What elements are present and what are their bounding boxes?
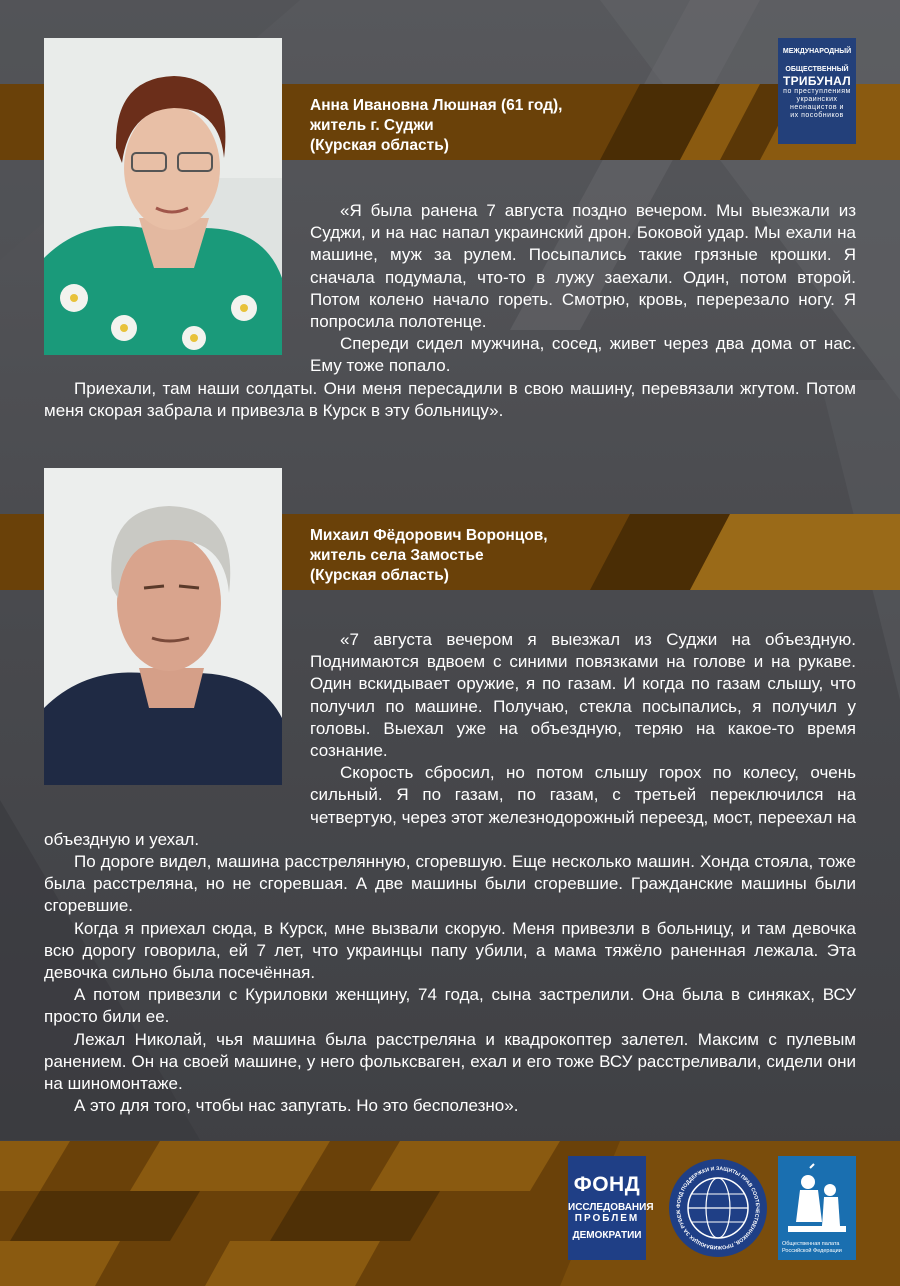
witness1-name-block (310, 96, 562, 156)
quote-paragraph: По дороге видел, машина расстрелянную, сгоревшую. Еще несколько машин. Хонда стояла, тоже была расстреляна, но не сгоревшая. А две машины были сгоревшие. Гражданские машины были сгоревшие. (44, 852, 856, 916)
logo-line: украинских (796, 96, 838, 103)
witness2-name: Михаил Фёдорович Воронцов, (310, 527, 548, 544)
witness2-quote (44, 629, 856, 1117)
quote-paragraph: «7 августа вечером я выезжал из Суджи на объездную. Поднимаются вдвоем с синими повязками на голове и на рукаве. Один вскидывает оружие, я по газам. И когда по газам слышу, что получил по машине. Получаю, стекла посыпались, я получил у головы. Выехал уже на объездную, теряю на какое-то время сознание. (310, 630, 856, 761)
float-spacer (44, 200, 310, 356)
quote-paragraph: «Я была ранена 7 августа поздно вечером. Мы выезжали из Суджи, и на нас напал украинский дрон. Боковой удар. Мы ехали на машине, муж за рулем. Посыпались такие грязные крошки. Я сначала подумала, что-то в лужу заехали. Один, потом второй. Потом колено начало гореть. Смотрю, кровь, перерезало ногу. Я попросила полотенце. (310, 201, 856, 332)
logo-line: ОБЩЕСТВЕННЫЙ (785, 66, 849, 73)
tribunal-logo (778, 38, 856, 144)
logo-line: неонацистов и (790, 104, 844, 111)
witness1-region: (Курская область) (310, 137, 449, 154)
float-spacer (44, 629, 310, 807)
witness2-name-block (310, 526, 548, 586)
public-chamber-logo (778, 1156, 856, 1260)
logo-line: по преступлениям (783, 88, 851, 95)
fond-title: ФОНД (573, 1173, 641, 1196)
logo-line: МЕЖДУНАРОДНЫЙ (782, 48, 852, 55)
fond-line: ДЕМОКРАТИИ (572, 1230, 642, 1241)
quote-paragraph: Лежал Николай, чья машина была расстреляна и квадрокоптер залетел. Максим с пулевым ранением. Он на своей машине, у него фольксваген, ехал и его тоже ВСУ расстреливали, сидели они на шиномонтаже. (44, 1029, 856, 1094)
circle-logo-text: ФОНД ПОДДЕРЖКИ И ЗАЩИТЫ ПРАВ СООТЕЧЕСТВЕННИКОВ, ПРОЖИВАЮЩИХ ЗА РУБЕЖ (675, 1165, 761, 1251)
logo-line: их пособников (790, 112, 844, 119)
witness1-name: Анна Ивановна Люшная (61 год), (310, 97, 563, 114)
quote-paragraph: А это для того, чтобы нас запугать. Но это бесполезно». (74, 1096, 519, 1116)
witness2-residence: житель села Замостье (310, 547, 484, 564)
compatriots-fund-logo (668, 1158, 768, 1258)
quote-paragraph: Приехали, там наши солдаты. Они меня пересадили в свою машину, перевязали жгутом. Потом меня скорая забрала и привезла в Курск в эту больницу». (44, 378, 856, 420)
quote-paragraph: А потом привезли с Куриловки женщину, 74 года, сына застрелили. Она была в синяках, ВСУ просто били ее. (44, 985, 856, 1027)
quote-paragraph: Скорость сбросил, но потом слышу горох по колесу, очень сильный. Я по газам, по газам, с третьей переключился на четвертую, через этот железнодорожный переезд, мост, переехал на объездную и уехал. (44, 763, 856, 849)
fond-democracy-logo (568, 1156, 654, 1260)
witness2-region: (Курская область) (310, 567, 449, 584)
palata-caption (782, 1241, 854, 1254)
logo-line: ТРИБУНАЛ (782, 74, 852, 88)
quote-paragraph: Спереди сидел мужчина, сосед, живет через два дома от нас. Ему тоже попало. (310, 334, 856, 376)
witness1-residence: житель г. Суджи (310, 117, 434, 134)
fond-line: ПРОБЛЕМ (574, 1213, 640, 1224)
quote-paragraph: Когда я приехал сюда, в Курск, мне вызвали скорую. Меня привезли в больницу, и там девочка всю дорогу говорила, ей 7 лет, что украинцы папу убили, а мама тяжёло раненная лежала. Эта девочка сильно была посечённая. (44, 918, 856, 983)
palata-line: Общественная палата (782, 1241, 840, 1247)
witness1-quote (44, 200, 856, 422)
palata-line: Российской Федерации (782, 1247, 842, 1254)
fond-line: ИССЛЕДОВАНИЯ (568, 1202, 654, 1213)
